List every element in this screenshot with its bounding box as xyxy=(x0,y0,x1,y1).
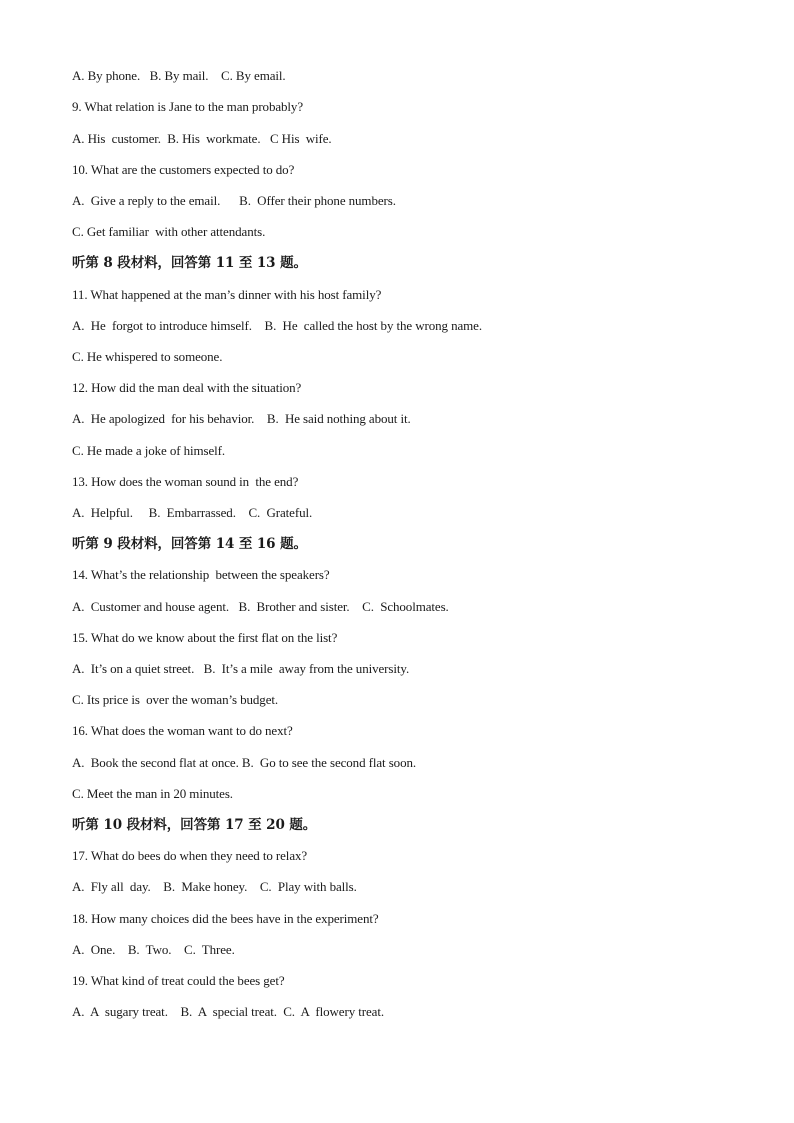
answer-options-q19: A. A sugary treat. B. A special treat. C. A flowery treat. xyxy=(72,1004,384,1019)
question-16: 16. What does the woman want to do next? xyxy=(72,723,293,738)
section-heading-10: 听第 10 段材料，回答第 17 至 20 题。 xyxy=(72,817,317,833)
question-19: 19. What kind of treat could the bees get? xyxy=(72,973,285,988)
section-heading-9: 听第 9 段材料，回答第 14 至 16 题。 xyxy=(72,536,307,552)
question-17: 17. What do bees do when they need to relax? xyxy=(72,848,308,863)
section-heading-8: 听第 8 段材料，回答第 11 至 13 题。 xyxy=(72,255,307,271)
answer-options-q11-ab: A. He forgot to introduce himself. B. He called the host by the wrong name. xyxy=(72,318,482,333)
question-13: 13. How does the woman sound in the end? xyxy=(72,474,299,489)
question-9: 9. What relation is Jane to the man probably? xyxy=(72,99,303,114)
answer-option-q16-c: C. Meet the man in 20 minutes. xyxy=(72,786,233,801)
answer-options-q16-ab: A. Book the second flat at once. B. Go to see the second flat soon. xyxy=(72,755,417,770)
question-10: 10. What are the customers expected to do? xyxy=(72,162,295,177)
answer-option-q11-c: C. He whispered to someone. xyxy=(72,349,223,364)
answer-options-q18: A. One. B. Two. C. Three. xyxy=(72,942,235,957)
question-12: 12. How did the man deal with the situation? xyxy=(72,380,302,395)
question-15: 15. What do we know about the first flat on the list? xyxy=(72,630,338,645)
answer-options-q15-ab: A. It’s on a quiet street. B. It’s a mile away from the university. xyxy=(72,661,410,676)
answer-options-q12-ab: A. He apologized for his behavior. B. He said nothing about it. xyxy=(72,411,411,426)
question-11: 11. What happened at the man’s dinner with his host family? xyxy=(72,287,382,302)
answer-option-q15-c: C. Its price is over the woman’s budget. xyxy=(72,692,279,707)
answer-option-q12-c: C. He made a joke of himself. xyxy=(72,443,226,458)
answer-options-q8: A. By phone. B. By mail. C. By email. xyxy=(72,68,286,83)
answer-options-q17: A. Fly all day. B. Make honey. C. Play with balls. xyxy=(72,879,357,894)
answer-options-q9: A. His customer. B. His workmate. C His wife. xyxy=(72,131,332,146)
answer-options-q10-ab: A. Give a reply to the email. B. Offer their phone numbers. xyxy=(72,193,396,208)
answer-options-q13: A. Helpful. B. Embarrassed. C. Grateful. xyxy=(72,505,313,520)
answer-option-q10-c: C. Get familiar with other attendants. xyxy=(72,224,266,239)
question-18: 18. How many choices did the bees have in the experiment? xyxy=(72,911,379,926)
question-14: 14. What’s the relationship between the speakers? xyxy=(72,567,330,582)
answer-options-q14: A. Customer and house agent. B. Brother and sister. C. Schoolmates. xyxy=(72,599,449,614)
